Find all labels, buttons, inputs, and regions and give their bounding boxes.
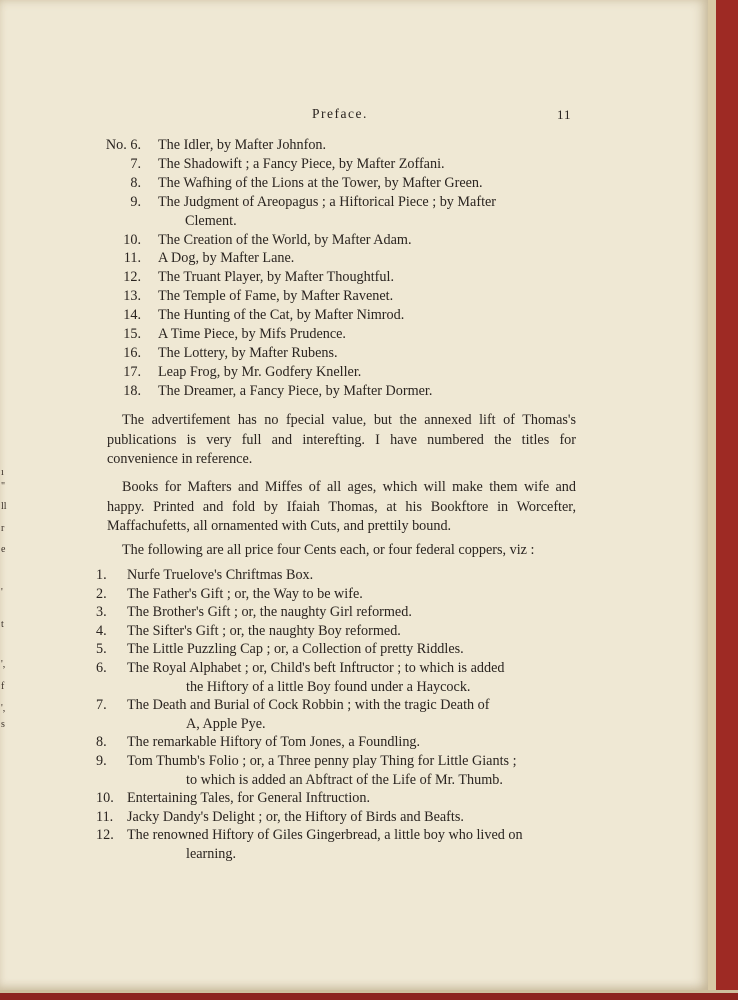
list-item	[0, 696, 708, 733]
item-entry	[158, 193, 578, 231]
item-entry	[127, 789, 577, 808]
item-text: The Lottery, by Mafter Rubens.	[158, 344, 338, 361]
item-number: 11.	[123, 250, 141, 267]
item-entry	[127, 696, 577, 733]
item-text: The Shadowift ; a Fancy Piece, by Mafter Zoffani.	[158, 155, 445, 172]
list-item	[0, 249, 708, 268]
list-item	[0, 659, 708, 696]
item-text: The Dreamer, a Fancy Piece, by Mafter Dormer.	[158, 382, 433, 399]
item-text: A Dog, by Mafter Lane.	[158, 250, 295, 267]
item-text: The Wafhing of the Lions at the Tower, by Mafter Green.	[158, 174, 483, 191]
list-item	[0, 155, 708, 174]
item-text: A Time Piece, by Mifs Prudence.	[158, 326, 346, 343]
paragraph-books: Books for Mafters and Miffes of all ages, which will make them wife and happy. Printed and fold by Ifaiah Thomas, at his Bookftore in Worcefter, Maffachufetts, all ornamented with Cuts, and prettily bound.	[107, 479, 576, 534]
item-text: The Judgment of Areopagus ; a Hiftorical Piece ; by Mafter	[158, 193, 497, 210]
item-number: 2.	[96, 585, 107, 602]
item-number: 8.	[130, 174, 141, 191]
item-entry	[127, 826, 577, 863]
pictures-list	[0, 136, 708, 401]
item-text: The Idler, by Mafter Johnfon.	[158, 137, 327, 153]
item-number: 10.	[96, 790, 114, 807]
list-item	[0, 193, 708, 231]
item-entry	[158, 174, 578, 193]
item-entry	[127, 585, 577, 604]
item-text: Entertaining Tales, for General Inftruction.	[127, 790, 370, 807]
book-edge-bottom	[0, 990, 738, 1000]
item-number: 7.	[96, 697, 107, 714]
item-text: The Little Puzzling Cap ; or, a Collection of pretty Riddles.	[127, 641, 464, 658]
item-text: Jacky Dandy's Delight ; or, the Hiftory of Birds and Beafts.	[127, 808, 464, 825]
item-text: Leap Frog, by Mr. Godfery Kneller.	[158, 363, 362, 380]
list-item	[0, 363, 708, 382]
list-item	[0, 752, 708, 789]
list-item	[0, 231, 708, 250]
item-entry	[158, 155, 578, 174]
list-item	[0, 174, 708, 193]
list-item	[0, 808, 708, 827]
list-item	[0, 325, 708, 344]
item-continuation: A, Apple Pye.	[186, 715, 266, 732]
item-entry	[158, 268, 578, 287]
item-entry	[127, 640, 577, 659]
list-item	[0, 789, 708, 808]
item-text: The Brother's Gift ; or, the naughty Girl reformed.	[127, 604, 412, 621]
item-text: The Death and Burial of Cock Robbin ; with the tragic Death of	[127, 697, 490, 714]
item-number: No. 6.	[105, 137, 141, 153]
item-entry	[158, 249, 578, 268]
item-continuation: to which is added an Abftract of the Life of Mr. Thumb.	[186, 771, 503, 788]
item-entry	[127, 733, 577, 752]
item-number: 9.	[96, 752, 107, 769]
item-number: 7.	[130, 155, 141, 172]
item-entry	[158, 306, 578, 325]
item-text: Nurfe Truelove's Chriftmas Box.	[127, 567, 314, 583]
list-item	[0, 382, 708, 401]
item-text: The Hunting of the Cat, by Mafter Nimrod.	[158, 307, 405, 324]
item-number: 8.	[96, 734, 107, 751]
page-header	[0, 106, 708, 126]
item-entry	[158, 231, 578, 250]
item-number: 17.	[123, 363, 141, 380]
item-entry	[127, 622, 577, 641]
item-number: 5.	[96, 641, 107, 658]
item-number: 14.	[123, 307, 141, 324]
item-entry	[127, 808, 577, 827]
list-item	[0, 603, 708, 622]
item-entry	[158, 136, 578, 155]
list-item	[0, 733, 708, 752]
list-item	[0, 344, 708, 363]
publications-list	[0, 566, 708, 864]
item-entry	[158, 382, 578, 401]
list-item	[0, 585, 708, 604]
item-number: 4.	[96, 622, 107, 639]
item-text: The Temple of Fame, by Mafter Ravenet.	[158, 288, 394, 305]
item-entry	[127, 659, 577, 696]
running-title: Preface.	[312, 106, 368, 121]
list-item	[0, 268, 708, 287]
item-continuation: the Hiftory of a little Boy found under a Haycock.	[186, 678, 471, 695]
item-text: Tom Thumb's Folio ; or, a Three penny play Thing for Little Giants ;	[127, 752, 517, 769]
item-entry	[127, 752, 577, 789]
paragraph-prices: The following are all price four Cents each, or four federal coppers, viz :	[122, 542, 535, 558]
list-item	[0, 826, 708, 863]
item-text: The Sifter's Gift ; or, the naughty Boy reformed.	[127, 622, 401, 639]
item-number: 18.	[123, 382, 141, 399]
list-item	[0, 306, 708, 325]
item-text: The Truant Player, by Mafter Thoughtful.	[158, 269, 394, 286]
page-number: 11	[557, 107, 572, 122]
item-number: 6.	[96, 659, 107, 676]
item-text: The Father's Gift ; or, the Way to be wife.	[127, 585, 363, 602]
item-number: 3.	[96, 604, 107, 621]
list-item	[0, 566, 708, 585]
item-number: 1.	[96, 567, 107, 583]
item-number: 11.	[96, 808, 114, 825]
list-item	[0, 287, 708, 306]
item-continuation: learning.	[186, 845, 237, 862]
item-entry	[158, 325, 578, 344]
item-number: 12.	[96, 827, 114, 844]
list-item	[0, 136, 708, 155]
item-text: The remarkable Hiftory of Tom Jones, a Foundling.	[127, 734, 421, 751]
item-number: 15.	[123, 326, 141, 343]
list-item	[0, 622, 708, 641]
item-number: 13.	[123, 288, 141, 305]
item-number: 10.	[123, 231, 141, 248]
item-text: The Creation of the World, by Mafter Adam.	[158, 231, 412, 248]
item-number: 16.	[123, 344, 141, 361]
item-entry	[158, 287, 578, 306]
paragraph-advertisement: The advertifement has no fpecial value, but the annexed lift of Thomas's publications is very full and interefting. I have numbered the titles for convenience in reference.	[107, 412, 576, 467]
item-entry	[158, 363, 578, 382]
book-page: ı " ll r e ' t ', f ', s Preface. 11 No. 6. The Idler, by Mafter Johnfon. 7. The Shadowift ; a Fancy Piece, by Mafter Zoffani. 8. The Wafhing of the Lions at the Tower, by Mafter Green. 9. The Judgment of Areopagus ; a Hiftorical Piece ; by Mafter Clement. 10. The Creation of the World, by Mafter Adam. 11. A Dog, by Mafter Lane. 12. The Truant Player, by Mafter Thoughtful. 13. The Temple of Fame, by Mafter Ravenet. 14. The Hunting of the Cat, by Mafter Nimrod. 15. A Time Piece, by Mifs Prudence. 16. The Lottery, by Mafter Rubens. 17. Leap Frog, by Mr. Godfery Kneller. 18. The Dreamer, a Fancy Piece, by Mafter Dormer. The advertifement has no fpecial value, but the annexed lift of Thomas's publications is very full and interefting. I have numbered the titles for convenience in reference. Books for Mafters and Miffes of all ages, which will make them wife and happy. Printed and fold by Ifaiah Thomas, at his Bookftore in Worcefter, Maffachufetts, all ornamented with Cuts, and prettily bound. The following are all price four Cents each, or four federal coppers, viz : 1. Nurfe Truelove's Chriftmas Box. 2. The Father's Gift ; or, the Way to be wife. 3. The Brother's Gift ; or, the naughty Girl reformed. 4. The Sifter's Gift ; or, the naughty Boy reformed. 5. The Little Puzzling Cap ; or, a Collection of pretty Riddles. 6. The Royal Alphabet ; or, Child's beft Inftructor ; to which is added the Hiftory of a little Boy found under a Haycock. 7. The Death and Burial of Cock Robbin ; with the tragic Death of A, Apple Pye. 8. The remarkable Hiftory of Tom Jones, a Foundling. 9. Tom Thumb's Folio ; or, a Three penny play Thing for Little Giants ; to which is added an Abftract of the Life of Mr. Thumb. 10. Entertaining Tales, for General Inftruction. 11. Jacky Dandy's Delight ; or, the Hiftory of Birds and Beafts. 12. The renowned Hiftory of Giles Gingerbread, a little boy who lived on learning.	[0, 0, 708, 990]
list-item	[0, 640, 708, 659]
book-edge-right	[708, 0, 738, 1000]
item-text: The Royal Alphabet ; or, Child's beft Inftructor ; to which is added	[127, 659, 505, 676]
item-continuation: Clement.	[185, 212, 237, 229]
item-text: The renowned Hiftory of Giles Gingerbread, a little boy who lived on	[127, 827, 523, 844]
item-entry	[127, 603, 577, 622]
item-entry	[158, 344, 578, 363]
item-number: 12.	[123, 269, 141, 286]
item-number: 9.	[130, 193, 141, 210]
item-entry	[127, 566, 577, 585]
